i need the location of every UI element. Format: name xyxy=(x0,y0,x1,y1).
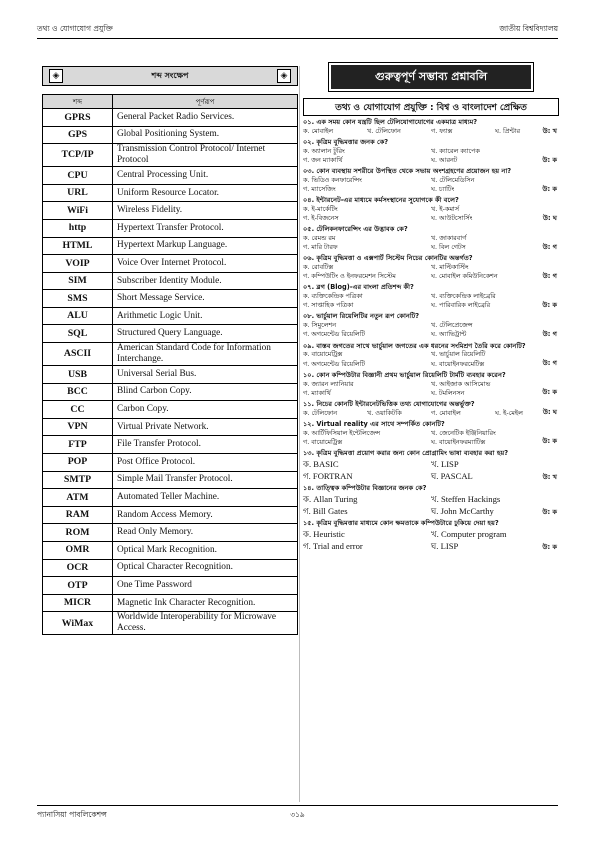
footer-publisher: প্যানাসিয়া পাবলিকেশন্স xyxy=(37,810,107,819)
question-options xyxy=(303,493,559,517)
abbreviation-term: VOIP xyxy=(43,255,113,273)
question-item xyxy=(303,225,559,252)
answer-label: উ: খ xyxy=(542,472,557,481)
table-row xyxy=(43,524,298,542)
answer-label: উ: ঘ xyxy=(542,408,557,417)
question-item xyxy=(303,400,559,418)
table-row xyxy=(43,577,298,595)
abbreviation-term: SMS xyxy=(43,290,113,308)
abbreviation-full-form: Global Positioning System. xyxy=(113,126,298,144)
option-text: ঘ. PASCAL xyxy=(431,470,473,481)
question-options xyxy=(303,429,559,447)
option-text: খ. ক্যারেল ক্যাপেক xyxy=(431,146,480,155)
table-row xyxy=(43,219,298,237)
option-text: ক. সিমুলেশন xyxy=(303,321,337,330)
option-text: ক. ভিডিও কনফারেন্সিং xyxy=(303,175,362,184)
abbreviation-term: ATM xyxy=(43,489,113,507)
question-text: ১০. কোন কম্পিউটার বিজ্ঞানী প্রথম ভার্চুয়াল রিয়েলিটি টার্মটি ব্যবহার করেন? xyxy=(303,370,506,379)
question-text: ০৮. ভার্চুয়াল রিয়েলিটির নতুন রূপ কোনটি? xyxy=(303,312,420,321)
option-text: খ. টেলিমেডিসিন xyxy=(431,175,475,184)
abbreviation-full-form: Optical Mark Recognition. xyxy=(113,541,298,559)
option-text: ক. মোবাইল xyxy=(303,126,334,135)
abbreviation-full-form: Hypertext Markup Language. xyxy=(113,237,298,255)
abbreviation-term: CC xyxy=(43,401,113,419)
option-text: ঘ. LISP xyxy=(431,541,459,552)
abbreviation-term: USB xyxy=(43,366,113,384)
answer-label: উ: ক xyxy=(542,543,557,552)
abbreviation-full-form: Central Processing Unit. xyxy=(113,167,298,185)
option-text: গ. ই-বিজনেস xyxy=(303,214,339,223)
table-row xyxy=(43,272,298,290)
abbreviation-full-form: Transmission Control Protocol/ Internet Protocol xyxy=(113,144,298,167)
answer-label: উ: গ xyxy=(542,242,557,251)
option-text: গ. অগমেন্টেড রিয়েলিটি xyxy=(303,359,365,368)
question-options xyxy=(303,263,559,281)
question-text: ০৯. বাস্তব জগতের সাথে ভার্চুয়াল জগতের এক ধরনের সংমিশ্রণ তৈরি করে কোনটি? xyxy=(303,341,526,350)
table-row xyxy=(43,383,298,401)
diamond-ornament-icon: ◈ xyxy=(277,69,291,83)
questions-section xyxy=(303,62,559,553)
abbreviation-term: RAM xyxy=(43,506,113,524)
option-text: ঘ. John McCarthy xyxy=(431,506,494,517)
option-text: খ. ব্যক্তিকেন্দ্রিক লাইব্রেরি xyxy=(431,292,496,301)
abbreviation-full-form: Structured Query Language. xyxy=(113,325,298,343)
option-text: গ. মারি টারফ xyxy=(303,243,338,252)
table-row xyxy=(43,237,298,255)
option-text: ক. ই-মার্কেটিং xyxy=(303,205,338,214)
option-text: ঘ. মোবাইল কমিউনিকেশন xyxy=(431,272,498,281)
question-text: ০৬. কৃত্রিম বুদ্ধিমত্তা ও এক্সপার্ট সিস্টেম নিচের কোনটির অন্তর্গত? xyxy=(303,254,473,263)
diamond-ornament-icon: ◈ xyxy=(49,69,63,83)
abbreviation-table-body xyxy=(43,109,298,635)
answer-label: উ: খ xyxy=(542,126,557,135)
table-row xyxy=(43,366,298,384)
abbreviation-term: FTP xyxy=(43,436,113,454)
question-list xyxy=(303,118,559,553)
question-options xyxy=(303,234,559,252)
abbreviation-full-form: Simple Mail Transfer Protocol. xyxy=(113,471,298,489)
question-text: ১৩. কৃত্রিম বুদ্ধিমত্তা প্রয়োগ করার জন্য কোন প্রোগ্রামিং ভাষা ব্যবহার করা হয়? xyxy=(303,448,509,457)
option-text: খ. টেলিফোন xyxy=(367,126,401,135)
abbreviation-term: MICR xyxy=(43,594,113,612)
abbreviation-full-form: Voice Over Internet Protocol. xyxy=(113,255,298,273)
abbreviation-term: ROM xyxy=(43,524,113,542)
column-header-term: শব্দ xyxy=(43,95,113,109)
questions-title: গুরুত্বপূর্ণ সম্ভাব্য প্রশ্নাবলি xyxy=(331,65,531,89)
abbreviation-term: HTML xyxy=(43,237,113,255)
abbreviation-term: URL xyxy=(43,184,113,202)
question-text: ০৪. ইন্টারনেট-এর মাধ্যমে কর্মসংস্থানের সুযোগকে কী বলে? xyxy=(303,196,459,205)
abbreviation-full-form: Carbon Copy. xyxy=(113,401,298,419)
table-row xyxy=(43,144,298,167)
question-item xyxy=(303,167,559,194)
answer-label: উ: গ xyxy=(542,272,557,281)
table-row xyxy=(43,594,298,612)
question-text: ১৫. কৃত্রিম বুদ্ধিমত্তার মাধ্যমে কোন ক্ষমতাকে কম্পিউটারে ঢুকিয়ে দেয়া হয়? xyxy=(303,519,499,528)
option-text: ক. রোবটিক্স xyxy=(303,263,334,272)
question-item xyxy=(303,138,559,165)
abbreviation-full-form: Blind Carbon Copy. xyxy=(113,383,298,401)
abbreviation-term: VPN xyxy=(43,418,113,436)
question-text: ০৫. টেলিকনফারেন্সিং এর উদ্ভাবক কে? xyxy=(303,225,408,234)
option-text: ঘ. বায়োইনফরম্যাটিক্স xyxy=(431,437,486,446)
answer-label: উ: ঘ xyxy=(542,213,557,222)
abbreviation-full-form: Read Only Memory. xyxy=(113,524,298,542)
question-item xyxy=(303,283,559,310)
table-row xyxy=(43,184,298,202)
page-number: ৩১৯ xyxy=(290,810,305,819)
question-text: ১১. নিচের কোনটি ইন্টারনেটভিত্তিক তথ্য যোগাযোগের অন্তর্ভুক্ত? xyxy=(303,399,475,408)
option-text: গ. অগমেন্টেড রিয়েলিটি xyxy=(303,330,365,339)
table-row xyxy=(43,436,298,454)
question-item xyxy=(303,342,559,369)
question-options xyxy=(303,292,559,310)
abbreviation-section xyxy=(42,66,298,635)
option-text: গ. জন ম্যাকার্থি xyxy=(303,155,343,164)
option-text: ঘ. ই-মেইল xyxy=(495,408,523,417)
abbreviation-term: OTP xyxy=(43,577,113,595)
abbreviation-full-form: American Standard Code for Information Interchange. xyxy=(113,343,298,366)
abbreviation-term: WiMax xyxy=(43,612,113,635)
table-row xyxy=(43,612,298,635)
abbreviation-full-form: Optical Character Recognition. xyxy=(113,559,298,577)
table-row xyxy=(43,541,298,559)
table-row xyxy=(43,506,298,524)
abbreviation-title-bar xyxy=(42,66,298,86)
abbreviation-term: POP xyxy=(43,453,113,471)
option-text: খ. ই-কমার্স xyxy=(431,205,459,214)
abbreviation-term: SMTP xyxy=(43,471,113,489)
question-item xyxy=(303,519,559,552)
questions-title-box xyxy=(328,62,534,92)
header-university: জাতীয় বিশ্ববিদ্যালয় xyxy=(499,24,558,33)
table-row xyxy=(43,290,298,308)
running-header xyxy=(37,24,558,38)
question-text: ০২. কৃত্রিম বুদ্ধিমত্তার জনক কে? xyxy=(303,137,389,146)
header-book-title: তথ্য ও যোগাযোগ প্রযুক্তি xyxy=(37,24,113,33)
option-text: ক. Allan Turing xyxy=(303,493,358,504)
option-text: ঘ. পারিবারিক লাইব্রেরি xyxy=(431,301,491,310)
abbreviation-full-form: One Time Password xyxy=(113,577,298,595)
question-options xyxy=(303,350,559,368)
question-text: ১৪. তাত্ত্বিক কম্পিউটার বিজ্ঞানের জনক কে? xyxy=(303,484,427,493)
answer-label: উ: গ xyxy=(542,330,557,339)
option-text: গ. FORTRAN xyxy=(303,470,353,481)
option-text: ঘ. আরনট xyxy=(431,155,458,164)
abbreviation-full-form: Arithmetic Logic Unit. xyxy=(113,307,298,325)
question-item xyxy=(303,196,559,223)
question-options xyxy=(303,321,559,339)
abbreviation-full-form: Uniform Resource Locator. xyxy=(113,184,298,202)
option-text: ক. রেমন্ড রম xyxy=(303,234,336,243)
option-text: ঘ. প্রিন্টার xyxy=(495,126,521,135)
option-text: ক. বায়োমেট্রিক্স xyxy=(303,350,343,359)
abbreviation-term: OMR xyxy=(43,541,113,559)
table-row xyxy=(43,126,298,144)
table-row xyxy=(43,307,298,325)
abbreviation-term: TCP/IP xyxy=(43,144,113,167)
option-text: ঘ. অ্যাভিট্রান্ট xyxy=(431,330,467,339)
abbreviation-full-form: Worldwide Interoperability for Microwave Access. xyxy=(113,612,298,635)
answer-label: উ: ক xyxy=(542,437,557,446)
abbreviation-full-form: Short Message Service. xyxy=(113,290,298,308)
option-text: খ. Computer program xyxy=(431,529,507,540)
option-text: খ. জেনেটিক ইঞ্জিনিয়ারিং xyxy=(431,428,496,437)
abbreviation-full-form: Random Access Memory. xyxy=(113,506,298,524)
abbreviation-full-form: Wireless Fidelity. xyxy=(113,202,298,220)
table-row xyxy=(43,109,298,127)
option-text: গ. ফ্যাক্স xyxy=(431,126,453,135)
question-item xyxy=(303,312,559,339)
option-text: খ. ওয়াকিটকি xyxy=(367,408,402,417)
answer-label: উ: ক xyxy=(542,388,557,397)
abbreviation-term: GPS xyxy=(43,126,113,144)
option-text: গ. Trial and error xyxy=(303,541,363,552)
question-options xyxy=(303,458,559,482)
option-text: ঘ. আউটসোর্সিং xyxy=(431,214,473,223)
abbreviation-full-form: Subscriber Identity Module. xyxy=(113,272,298,290)
question-options xyxy=(303,205,559,223)
option-text: ক. BASIC xyxy=(303,458,339,469)
question-item xyxy=(303,371,559,398)
question-text: ১২. Virtual reality এর সাথে সম্পর্কিত কোনটি? xyxy=(303,419,445,428)
question-item xyxy=(303,420,559,447)
abbreviation-term: SIM xyxy=(43,272,113,290)
footer-rule xyxy=(37,805,558,806)
column-divider xyxy=(299,66,300,802)
abbreviation-full-form: Magnetic Ink Character Recognition. xyxy=(113,594,298,612)
answer-label: উ: ক xyxy=(542,184,557,193)
abbreviation-term: GPRS xyxy=(43,109,113,127)
table-row xyxy=(43,325,298,343)
option-text: গ. বায়োমেট্রিক্স xyxy=(303,437,343,446)
table-row xyxy=(43,453,298,471)
question-item xyxy=(303,449,559,482)
option-text: গ. ম্যাসেজিং xyxy=(303,185,336,194)
table-row xyxy=(43,255,298,273)
table-row xyxy=(43,418,298,436)
abbreviation-full-form: Automated Teller Machine. xyxy=(113,489,298,507)
header-rule xyxy=(37,38,558,39)
option-text: ক. জ্যারন ল্যানিয়ার xyxy=(303,379,354,388)
option-text: ক. আর্টিফিসিয়াল ইন্টেলিজেন্স xyxy=(303,428,381,437)
abbreviation-term: SQL xyxy=(43,325,113,343)
option-text: ক. অ্যালান টুরিং xyxy=(303,146,345,155)
abbreviation-term: WiFi xyxy=(43,202,113,220)
abbreviation-term: ASCII xyxy=(43,343,113,366)
question-options xyxy=(303,409,559,418)
abbreviation-term: CPU xyxy=(43,167,113,185)
abbreviation-full-form: Universal Serial Bus. xyxy=(113,366,298,384)
table-row xyxy=(43,343,298,366)
abbreviation-term: http xyxy=(43,219,113,237)
table-row xyxy=(43,167,298,185)
option-text: গ. সাপ্তাহিক পত্রিকা xyxy=(303,301,354,310)
option-text: খ. Steffen Hackings xyxy=(431,493,501,504)
question-item xyxy=(303,254,559,281)
option-text: ঘ. বায়োইনফরমেটিক্স xyxy=(431,359,485,368)
abbreviation-term: BCC xyxy=(43,383,113,401)
abbreviation-full-form: File Transfer Protocol. xyxy=(113,436,298,454)
option-text: গ. Bill Gates xyxy=(303,506,348,517)
question-text: ০৭. ব্লগ (Blog)-এর বাংলা প্রতিশব্দ কী? xyxy=(303,283,414,292)
abbreviation-full-form: Virtual Private Network. xyxy=(113,418,298,436)
table-row xyxy=(43,559,298,577)
answer-label: উ: ক xyxy=(542,155,557,164)
question-item xyxy=(303,484,559,517)
option-text: ঘ. চ্যাটিং xyxy=(431,185,455,194)
abbreviation-full-form: General Packet Radio Services. xyxy=(113,109,298,127)
abbreviation-title: শব্দ সংক্ষেপ xyxy=(151,70,189,80)
option-text: ক. ব্যক্তিকেন্দ্রিক পত্রিকা xyxy=(303,292,363,301)
question-options xyxy=(303,380,559,398)
abbreviation-term: ALU xyxy=(43,307,113,325)
table-row xyxy=(43,202,298,220)
option-text: খ. মাল্টিকাস্টিং xyxy=(431,263,469,272)
table-row xyxy=(43,401,298,419)
column-header-full-form: পূর্ণরূপ xyxy=(113,95,298,109)
question-options xyxy=(303,176,559,194)
option-text: খ. LISP xyxy=(431,458,459,469)
option-text: খ. জাকারবার্গ xyxy=(431,234,467,243)
question-text: ০৩. কোন ব্যবস্থায় সশরীরে উপস্থিত থেকে সভায় অংশগ্রহণের প্রয়োজন হয় না? xyxy=(303,167,512,176)
option-text: ঘ. বিল গেটস xyxy=(431,243,466,252)
table-row xyxy=(43,489,298,507)
question-item xyxy=(303,118,559,136)
option-text: গ. ম্যাকার্থি xyxy=(303,388,331,397)
option-text: গ. মোবাইল xyxy=(431,408,461,417)
option-text: খ. টেলিপ্রেজেন্স xyxy=(431,321,473,330)
question-options xyxy=(303,528,559,552)
section-heading: তথ্য ও যোগাযোগ প্রযুক্তি : বিশ্ব ও বাংলাদেশ প্রেক্ষিত xyxy=(303,98,559,116)
option-text: ঘ. টমলিনসন xyxy=(431,388,465,397)
option-text: ক. Heuristic xyxy=(303,529,345,540)
abbreviation-table xyxy=(42,94,298,635)
table-header-row xyxy=(43,95,298,109)
question-options xyxy=(303,147,559,165)
question-text: ০১. এক সময় কোন যন্ত্রটি ছিল টেলিযোগাযোগের একমাত্র মাধ্যম? xyxy=(303,118,478,126)
answer-label: উ: ক xyxy=(542,301,557,310)
table-row xyxy=(43,471,298,489)
option-text: খ. ভার্চুয়াল রিয়েলিটি xyxy=(431,350,486,359)
running-footer xyxy=(37,810,558,822)
option-text: খ. আইজাক আসিমোভ xyxy=(431,379,491,388)
answer-label: উ: গ xyxy=(542,359,557,368)
option-text: ক. টেলিফোন xyxy=(303,408,338,417)
question-options xyxy=(303,127,559,136)
abbreviation-term: OCR xyxy=(43,559,113,577)
answer-label: উ: ক xyxy=(542,507,557,516)
abbreviation-full-form: Hypertext Transfer Protocol. xyxy=(113,219,298,237)
option-text: গ. কম্পিউটিং ও ইনফরমেশন সিস্টেম xyxy=(303,272,396,281)
abbreviation-full-form: Post Office Protocol. xyxy=(113,453,298,471)
